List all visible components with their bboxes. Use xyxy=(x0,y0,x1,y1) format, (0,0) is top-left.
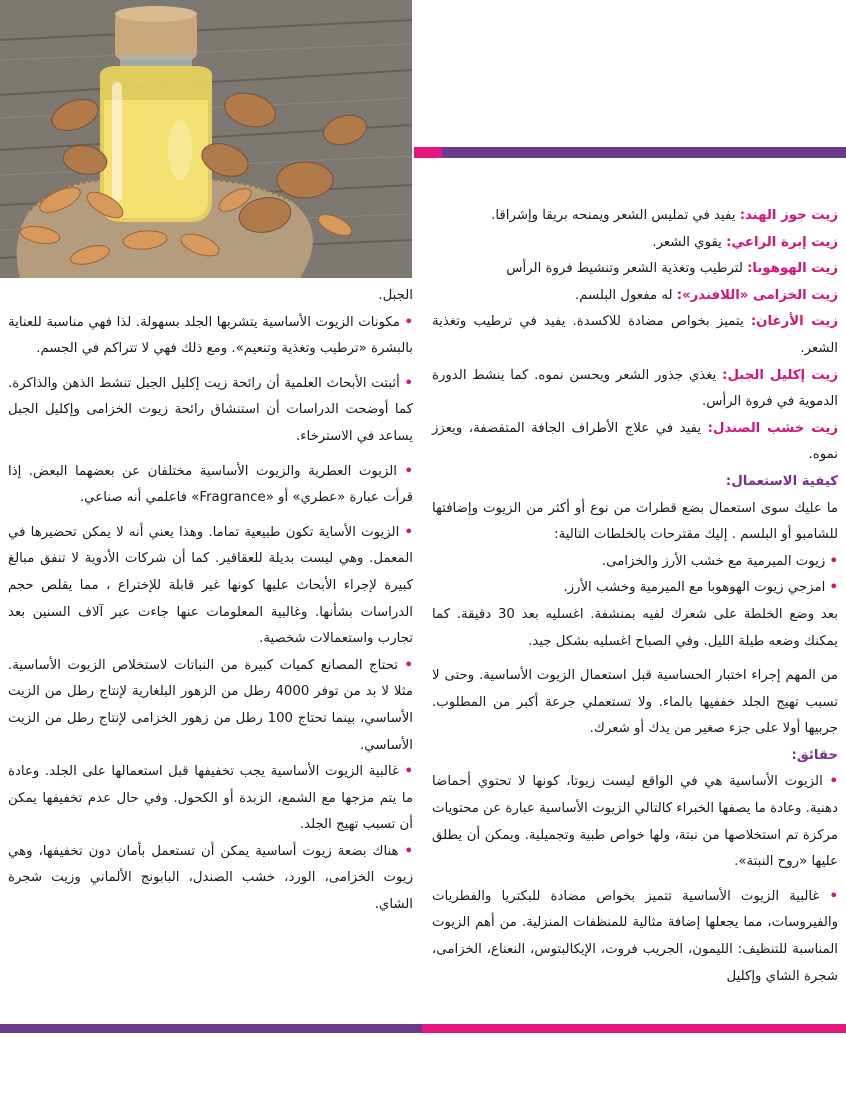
bottom-accent-bar xyxy=(0,1024,846,1033)
almond-oil-photo xyxy=(0,0,412,278)
right-column xyxy=(432,203,838,990)
usage-heading: كيفية الاستعمال: xyxy=(725,473,838,489)
usage-after: بعد وضع الخلطة على شعرك لفيه بمنشفة. اغسليه بعد 30 دقيقة. كما يمكنك وضعه طيلة الليل. وفي الصباح اغسليه بشكل جيد. xyxy=(432,606,838,649)
bullet-icon: • xyxy=(829,774,838,790)
facts-heading: حقائق: xyxy=(791,747,838,763)
oil-item: زيت إبرة الراعي: يقوي الشعر. xyxy=(652,234,838,250)
bullet-icon: • xyxy=(404,314,413,330)
oil-item: زيت الخزامى «اللافندر»: له مفعول البلسم. xyxy=(574,287,838,303)
oil-item: زيت الهوهوبا: لترطيب وتغذية الشعر وتنشيط فروة الرأس xyxy=(506,261,838,277)
fact-item: • الزيوت العطرية والزيوت الأساسية مختلفان عن بعضهما البعض. إذا قرأت عبارة «عطري» أو «Fragrance» فاعلمي أنه صناعي. xyxy=(8,463,414,506)
fact-item: • غالبية الزيوت الأساسية تتميز بخواص مضادة للبكتريا والفطريات والفيروسات، مما يجعلها إضافة مثالية للمنظفات المنزلية. من أهم الزيوت المناسبة للتنظيف: الليمون، الجريب فروت، الإيكالبتوس، النعناع، الخزامى، شجرة الشاي وإكليل xyxy=(432,888,838,984)
fact-item: • الزيوت الأساسية هي في الواقع ليست زيوتا، كونها لا تحتوي أحماضا دهنية. وعادة ما يصفها الخبراء كالتالي الزيوت الأساسية عبارة عن محتويات مركزة تم استخلاصها من نبتة، ولها خواص طبية وتجميلية. ويمكن أن يطلق عليها «روح النبتة». xyxy=(432,774,838,870)
fact-item: • هناك بضعة زيوت أساسية يمكن أن تستعمل بأمان دون تخفيفها، وهي زيوت الخزامى، الورد، خشب الصندل، البابونج الألماني وزيت شجرة الشاي. xyxy=(8,843,413,913)
usage-intro: ما عليك سوى استعمال بضع قطرات من نوع أو أكثر من الزيوت وإضافتها للشامبو أو البلسم . إليك مقترحات بالخلطات التالية: xyxy=(432,500,838,543)
fact-item: • أثبتت الأبحاث العلمية أن رائحة زيت إكليل الجبل تنشط الذهن والذاكرة. كما أوضحت الدراسات أن استنشاق رائحة زيوت الخزامى وإكليل الجبل يساعد في الاسترخاء. xyxy=(8,375,413,444)
bullet-icon: • xyxy=(829,888,838,904)
fact-item: • الزيوت الأساية تكون طبيعية تماما. وهذا يعني أنه لا يمكن تحضيرها في المعمل. وهي ليست بديلة للعقاقير. كما أن شركات الأدوية لا تنفق مبالغ كبيرة لإجراء الأبحاث عليها كونها غير قابلة للإختراع ، مما يقلص حجم الدراسات بشأنها. وغالبية المعلومات عنها جاءت عبر آلاف السنين بعد تجارب واستعمالات شخصية. xyxy=(8,524,413,647)
bullet-icon: • xyxy=(404,764,413,780)
top-accent-bar xyxy=(414,147,846,158)
bullet-icon: • xyxy=(829,580,838,596)
bullet-icon: • xyxy=(829,553,838,569)
mix-item: • امزجي زيوت الهوهوبا مع الميرمية وخشب الأرز. xyxy=(563,580,838,596)
bullet-icon: • xyxy=(404,843,413,859)
bullet-icon: • xyxy=(404,463,414,479)
sensitivity-note: من المهم إجراء اختبار الحساسية قبل استعمال الزيوت الأساسية. وحتى لا تسبب تهيج الجلد خففيها بالماء. ولا تستعملي جرعة أكبر من المطلوب. جربيها أولا على جزء صغير من يدك أو شعرك. xyxy=(432,668,838,737)
mix-item: • زيوت الميرمية مع خشب الأرز والخزامى. xyxy=(601,553,838,569)
fact-item: • مكونات الزيوت الأساسية يتشربها الجلد بسهولة. لذا فهي مناسبة للعناية بالبشرة «ترطيب وتغذية وتنعيم». ومع ذلك فهي لا تتراكم في الجسم. xyxy=(8,314,413,357)
oil-item: زيت جوز الهند: يفيد في تمليس الشعر ويمنحه بريقا وإشراقا. xyxy=(491,208,838,223)
bullet-icon: • xyxy=(404,375,413,391)
fact-item: • غالبية الزيوت الأساسية يجب تخفيفها قبل استعمالها على الجلد. وعادة ما يتم مزجها مع الشمع، الزبدة أو الكحول. وفي حال عدم تخفيفها يمكن أن تسبب تهيج الجلد. xyxy=(8,764,413,833)
almond-oil-bottle-photo-icon xyxy=(0,0,412,278)
oil-item: زيت خشب الصندل: يفيد في علاج الأطراف الجافة المتقصفة، ويعزز نموه. xyxy=(432,420,838,463)
continuation-text: الجبل. xyxy=(378,288,413,303)
left-column xyxy=(8,283,413,919)
fact-item: • تحتاج المصانع كميات كبيرة من النباتات لاستخلاص الزيوت الأساسية. مثلا لا بد من توفر 4000 رطل من الزهور البلغارية لإنتاج رطل من الزيت الأساسي، بينما تحتاج 100 رطل من زهور الخزامى لإنتاج رطل من الزيت الأساسي. xyxy=(8,657,413,753)
bullet-icon: • xyxy=(404,524,413,540)
bullet-icon: • xyxy=(404,657,413,673)
oil-item: زيت الأرغان: يتميز بخواص مضادة للاكسدة. يفيد في ترطيب وتغذية الشعر. xyxy=(432,314,838,356)
oil-item: زيت إكليل الجبل: يغذي جذور الشعر ويحسن نموه. كما ينشط الدورة الدموية في فروة الرأس. xyxy=(432,367,838,410)
